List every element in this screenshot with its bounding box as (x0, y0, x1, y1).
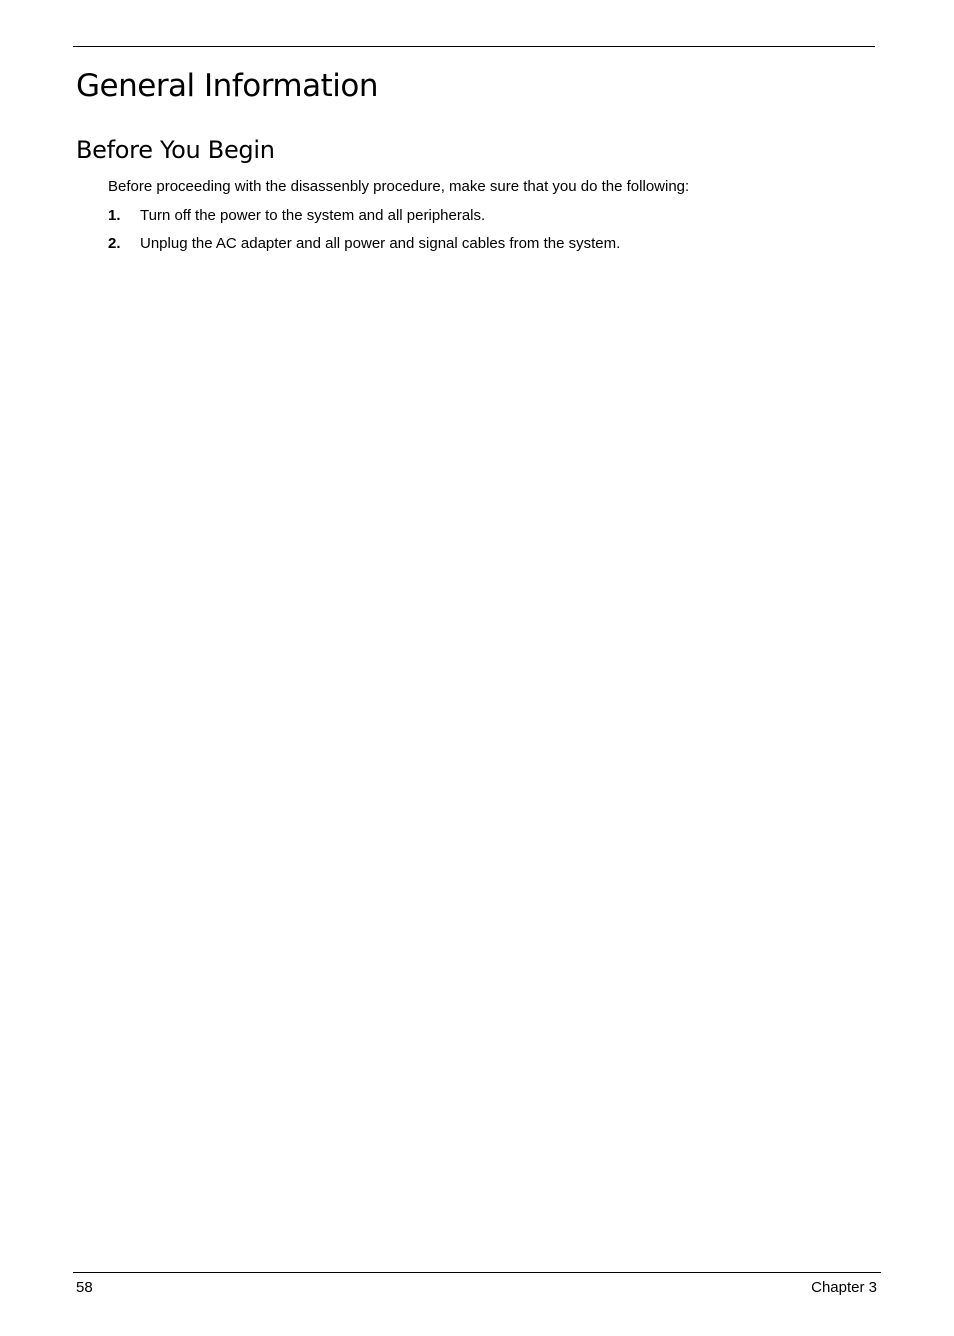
step-number: 2. (108, 235, 121, 252)
header-rule (73, 46, 875, 47)
footer-rule (73, 1272, 881, 1273)
step-text: Unplug the AC adapter and all power and signal cables from the system. (140, 235, 621, 252)
chapter-label: Chapter 3 (811, 1279, 877, 1296)
step-text: Turn off the power to the system and all peripherals. (140, 207, 486, 224)
page-title: General Information (76, 68, 378, 104)
page-number: 58 (76, 1279, 93, 1296)
intro-paragraph: Before proceeding with the disassenbly procedure, make sure that you do the following: (108, 178, 690, 195)
step-number: 1. (108, 207, 121, 224)
section-heading: Before You Begin (76, 136, 275, 164)
